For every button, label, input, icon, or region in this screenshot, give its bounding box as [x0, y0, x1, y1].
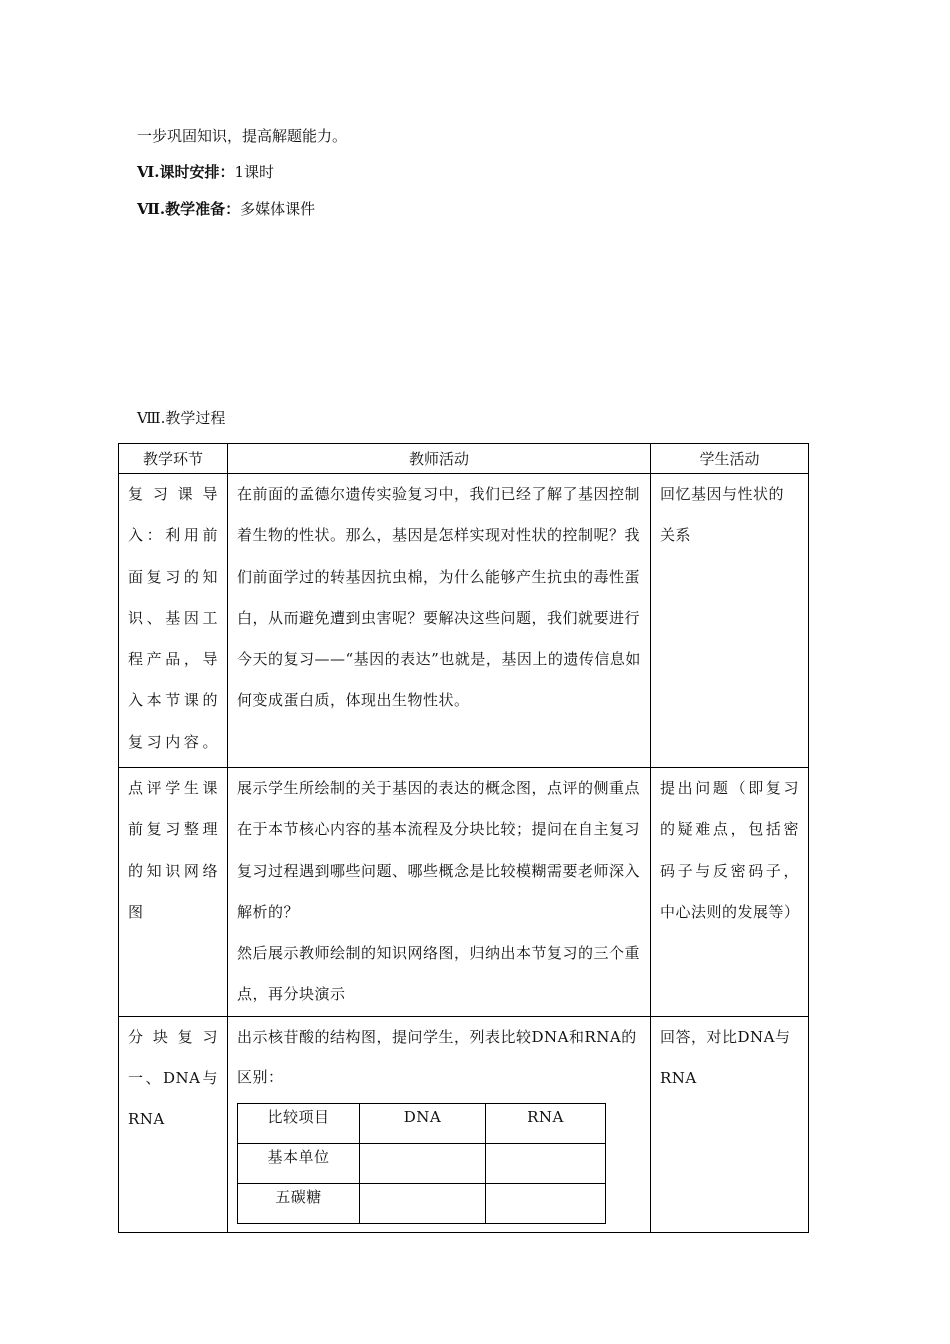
header-stage: 教学环节	[119, 444, 228, 474]
compare-cell	[360, 1143, 486, 1183]
table-header-row	[119, 444, 809, 474]
intro-line: 一步巩固知识，提高解题能力。	[137, 127, 348, 145]
compare-row-label: 基本单位	[238, 1143, 360, 1183]
table-row	[119, 474, 809, 768]
row2-teacher	[228, 768, 651, 1017]
row2-teacher-p1: 展示学生所绘制的关于基因的表达的概念图，点评的侧重点在于本节核心内容的基本流程及分块比较；提问在自主复习复习过程遇到哪些问题、哪些概念是比较模糊需要老师深入解析的？	[237, 779, 641, 921]
section-6	[137, 162, 274, 182]
row1-teacher: 在前面的孟德尔遗传实验复习中，我们已经了解了基因控制着生物的性状。那么，基因是怎样实现对性状的控制呢？我们前面学过的转基因抗虫棉，为什么能够产生抗虫的毒性蛋白，从而避免遭到虫害呢？要解决这些问题，我们就要进行今天的复习——“基因的表达”也就是，基因上的遗传信息如何变成蛋白质，体现出生物性状。	[228, 474, 651, 768]
compare-cell	[486, 1183, 606, 1223]
row1-stage: 复习课导入：利用前面复习的知识、基因工程产品，导入本节课的复习内容。	[119, 474, 228, 768]
section-8-title: Ⅷ.教学过程	[137, 409, 226, 427]
compare-row-label: 五碳糖	[238, 1183, 360, 1223]
section-7	[137, 199, 315, 219]
section-7-label: Ⅶ.教学准备：	[137, 200, 241, 218]
compare-row	[238, 1143, 606, 1183]
row2-student: 提出问题（即复习的疑难点，包括密码子与反密码子，中心法则的发展等）	[651, 768, 809, 1017]
row2-teacher-p2: 然后展示教师绘制的知识网络图，归纳出本节复习的三个重点，再分块演示	[237, 944, 641, 1004]
dna-rna-compare-table	[237, 1103, 606, 1224]
compare-header-item: 比较项目	[238, 1103, 360, 1143]
teaching-process-table	[118, 443, 809, 1233]
compare-header-rna: RNA	[486, 1103, 606, 1143]
section-6-value: 1课时	[234, 163, 275, 181]
table-row	[119, 768, 809, 1017]
header-student: 学生活动	[651, 444, 809, 474]
compare-row	[238, 1183, 606, 1223]
compare-cell	[486, 1143, 606, 1183]
row3-stage: 分块复习一、DNA与RNA	[119, 1016, 228, 1232]
row2-stage: 点评学生课前复习整理的知识网络图	[119, 768, 228, 1017]
row3-teacher-text: 出示核苷酸的结构图，提问学生，列表比较DNA和RNA的区别：	[237, 1027, 637, 1086]
header-teacher: 教师活动	[228, 444, 651, 474]
compare-header-row	[238, 1103, 606, 1143]
row1-student: 回忆基因与性状的关系	[651, 474, 809, 768]
section-6-label: Ⅵ.课时安排：	[137, 163, 235, 181]
row3-student: 回答，对比DNA与RNA	[651, 1016, 809, 1232]
section-7-value: 多媒体课件	[240, 200, 316, 218]
compare-header-dna: DNA	[360, 1103, 486, 1143]
row3-teacher	[228, 1016, 651, 1232]
compare-cell	[360, 1183, 486, 1223]
table-row	[119, 1016, 809, 1232]
